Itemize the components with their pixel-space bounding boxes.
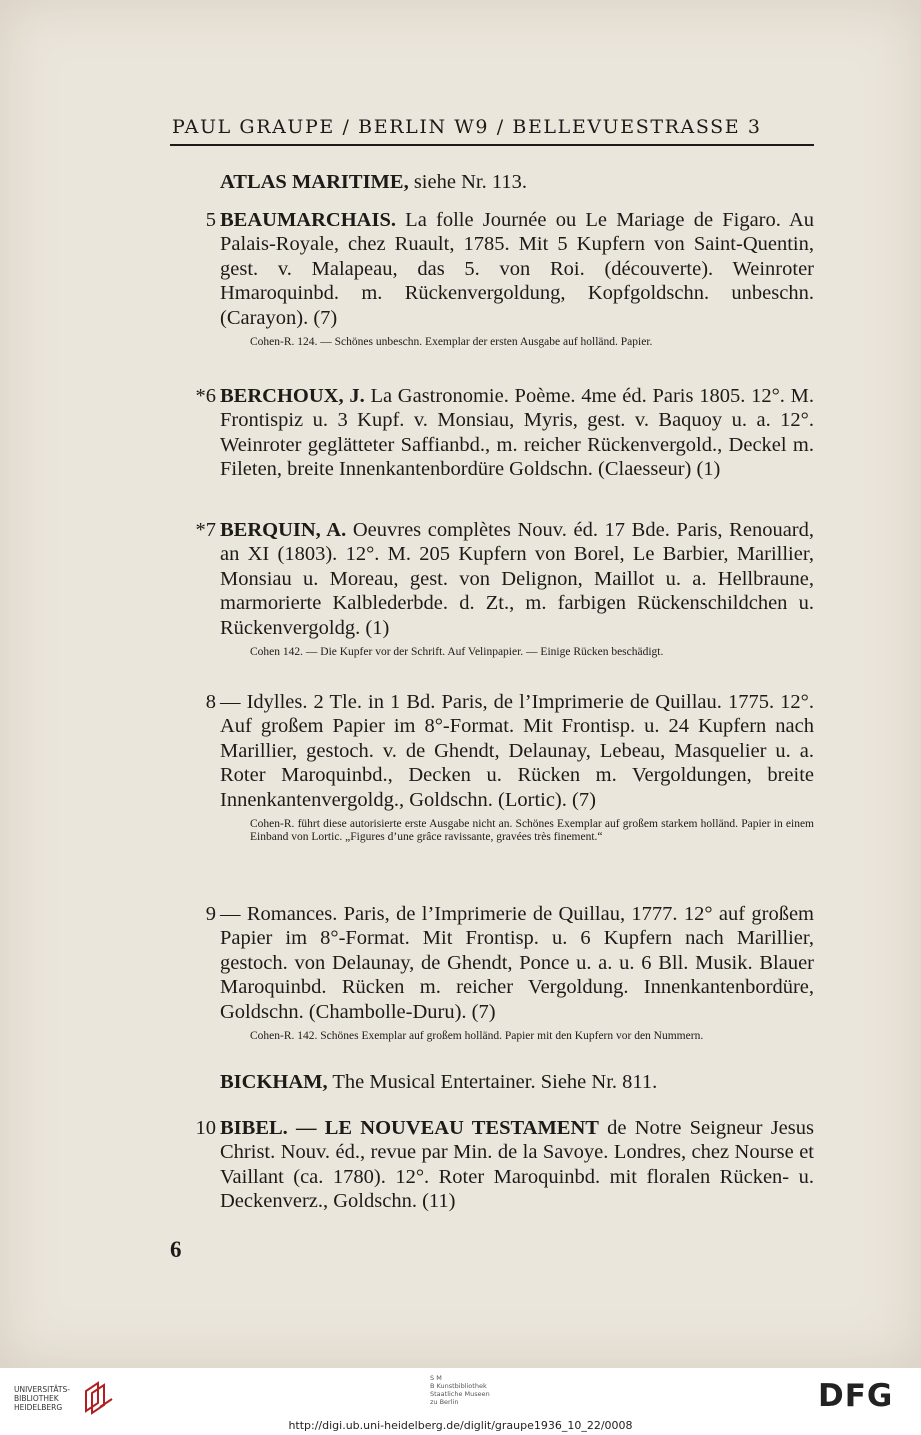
museum-line: zu Berlin: [430, 1398, 459, 1406]
catalog-entry: [195, 384, 814, 482]
entry-note: Cohen-R. 124. — Schönes unbeschn. Exemplar der ersten Ausgabe auf holländ. Papier.: [250, 336, 653, 349]
entry-text: — Idylles. 2 Tle. in 1 Bd. Paris, de l’Imprimerie de Quillau. 1775. 12°. Auf großem Papier im 8°-Format. Mit Frontisp. u. 24 Kupfern nach Marillier, gestoch. v. de Ghendt, Delaunay, Lebeau, Masquelier u. a. Roter Maroquinbd., Decken u. Rücken m. Vergoldungen, breite Innenkantenvergoldg., Goldschn. (Lortic). (7): [220, 691, 814, 811]
entry-heading: BIBEL. — LE NOUVEAU TESTAMENT: [220, 1117, 599, 1139]
uni-line: UNIVERSITÄTS-: [14, 1385, 70, 1394]
uni-line: HEIDELBERG: [14, 1403, 63, 1412]
entry-heading: BEAUMARCHAIS.: [220, 209, 396, 231]
dfg-logo[interactable]: DFG: [818, 1378, 894, 1414]
entry-text: siehe Nr. 113.: [408, 171, 527, 193]
catalog-entry: [220, 170, 814, 194]
catalog-entry: [205, 690, 814, 843]
header-rule: [170, 144, 814, 146]
entry-text: — Romances. Paris, de l’Imprimerie de Quillau, 1777. 12° auf großem Papier im 8°-Format. Mit Frontisp. u. 6 Kupfern nach Marillier, gestoch. von Delaunay, de Ghendt, Ponce u. a. u. 6 Bll. Musik. Blauer Maroquinbd. Rücken m. reicher Vergoldung. Innenkantenbordüre, Goldschn. (Chambolle-Duru). (7): [220, 903, 814, 1023]
entry-number: *6: [195, 385, 216, 407]
catalog-entry: [205, 208, 814, 349]
entry-heading: ATLAS MARITIME,: [220, 171, 409, 193]
museum-line: S M: [430, 1374, 442, 1382]
university-library-label[interactable]: [14, 1385, 70, 1412]
university-logo-icon[interactable]: [82, 1377, 116, 1415]
catalog-entry: [195, 518, 814, 659]
entry-note: Cohen-R. führt diese autorisierte erste Ausgabe nicht an. Schönes Exemplar auf großem starkem holländ. Papier in einem Einband von Lortic. „Figures d’une grâce ravissante, gravées très finement.“: [250, 818, 814, 843]
uni-line: BIBLIOTHEK: [14, 1394, 59, 1403]
entry-text: de Notre Seigneur Jesus Christ. Nouv. éd., revue par Min. de la Savoye. Londres, chez Nourse et Vaillant (ca. 1780). 12°. Roter Maroquinbd. mit floralen Rücken- u. Deckenverz., Goldschn. (11): [220, 1117, 814, 1213]
permalink-url[interactable]: http://digi.ub.uni-heidelberg.de/diglit/graupe1936_10_22/0008: [288, 1419, 633, 1432]
entry-heading: BICKHAM,: [220, 1071, 328, 1093]
entry-heading: BERCHOUX, J.: [220, 385, 365, 407]
catalog-entry: [220, 1070, 814, 1094]
entry-number: *7: [195, 519, 216, 541]
entry-text: La Gastronomie. Poème. 4me éd. Paris 1805. 12°. M. Frontispiz u. 3 Kupf. v. Monsiau, Myris, gest. v. Baquoy u. a. 12°. Weinroter geglätteter Saffianbd., m. reicher Rückenvergold., Deckel m. Fileten, breite Innenkantenbordüre Goldschn. (Claesseur) (1): [220, 385, 814, 481]
entry-text: The Musical Entertainer. Siehe Nr. 811.: [327, 1071, 658, 1093]
museum-line: Staatliche Museen: [430, 1390, 490, 1398]
entry-note: Cohen 142. — Die Kupfer vor der Schrift. Auf Velinpapier. — Einige Rücken beschädigt.: [250, 646, 664, 659]
entry-number: 8: [205, 691, 216, 713]
entry-text: Oeuvres complètes Nouv. éd. 17 Bde. Paris, Renouard, an XI (1803). 12°. M. 205 Kupfern von Borel, Le Barbier, Marillier, Monsiau u. Moreau, gest. von Delignon, Maillot u. a. Hellbraune, marmorierte Kalblederbde. d. Zt., m. farbigen Rückenschildchen u. Rückenvergoldg. (1): [220, 519, 814, 639]
page-number: 6: [170, 1237, 182, 1262]
museum-line: B Kunstbibliothek: [430, 1382, 487, 1390]
entry-heading: BERQUIN, A.: [220, 519, 347, 541]
museum-label: [430, 1374, 530, 1406]
catalog-entry: [195, 1116, 814, 1214]
entry-number: 10: [195, 1117, 216, 1139]
entry-number: 9: [205, 903, 216, 925]
entry-number: 5: [205, 209, 216, 231]
running-header: PAUL GRAUPE / BERLIN W9 / BELLEVUESTRASSE 3: [172, 116, 762, 138]
entry-note: Cohen-R. 142. Schönes Exemplar auf großem holländ. Papier mit den Kupfern vor den Nummern.: [250, 1030, 704, 1043]
entry-text: La folle Journée ou Le Mariage de Figaro. Au Palais-Royale, chez Ruault, 1785. Mit 5 Kupfern von Saint-Quentin, gest. v. Malapeau, das 5. von Roi. (découverte). Weinroter Hmaroquinbd. m. Rückenvergoldung, Kopfgoldschn. unbeschn. (Carayon). (7): [220, 209, 814, 329]
catalog-entry: [205, 902, 814, 1043]
